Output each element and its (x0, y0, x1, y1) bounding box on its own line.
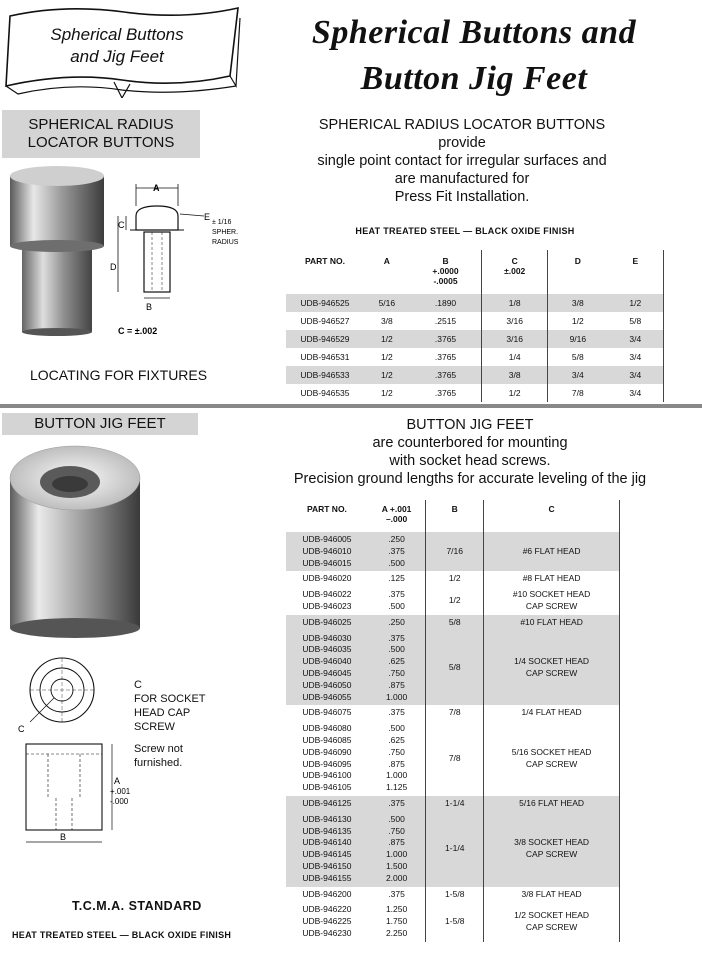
cell-line: 1.000 (385, 691, 408, 702)
cell-b (426, 812, 484, 887)
table-row (286, 348, 664, 366)
cell-line: 1.500 (385, 860, 408, 871)
header-a (368, 500, 426, 532)
cell-line: .500 (388, 644, 405, 655)
locating-caption: LOCATING FOR FIXTURES (30, 367, 208, 383)
header-part: PART NO. (306, 504, 347, 514)
cell-b (426, 571, 484, 587)
cell-b: .2515 (410, 312, 482, 330)
cell-line: UDB-946230 (302, 927, 352, 938)
cell-line: .750 (388, 746, 405, 757)
cell-line: .375 (388, 545, 405, 556)
cell-line: .750 (388, 667, 405, 678)
table-row (286, 330, 664, 348)
cell-line: UDB-946140 (302, 837, 352, 848)
cell-parts (286, 571, 368, 587)
cell-e: 3/4 (608, 348, 664, 366)
table-row (286, 366, 664, 384)
cell-parts (286, 587, 368, 615)
cell-line: UDB-946040 (302, 656, 352, 667)
jig-feet-description (250, 416, 690, 488)
table-row (286, 887, 620, 903)
cell-d: 1/2 (571, 316, 584, 326)
cell-line: UDB-946023 (302, 600, 352, 611)
table-row (286, 384, 664, 402)
cell-line: UDB-946005 (302, 534, 352, 544)
diagram-label-b: B (60, 832, 67, 842)
dim-label-d: D (110, 262, 117, 272)
header-b (410, 250, 482, 294)
table-header-row (286, 250, 664, 294)
cell-b: .3765 (410, 366, 482, 384)
jig-feet-table (286, 500, 620, 942)
header-c (482, 250, 548, 294)
table-header-row (286, 500, 620, 532)
cell-d: 9/16 (548, 330, 608, 348)
dim-label-b: B (146, 302, 153, 312)
cell-line: UDB-946050 (302, 679, 352, 690)
cell-c: 3/16 (482, 330, 548, 348)
desc-line: SPHERICAL RADIUS LOCATOR BUTTONS (318, 117, 606, 133)
cell-c (484, 902, 620, 941)
cell-part: UDB-946527 (300, 316, 350, 326)
cell-line: 3/8 FLAT HEAD (521, 888, 582, 899)
cell-line: .375 (388, 888, 405, 899)
cell-c (484, 812, 620, 887)
desc-line: Precision ground lengths for accurate leveling of the jig (293, 471, 647, 487)
cell-c: 1/2 (482, 384, 548, 402)
cell-part: UDB-946535 (300, 388, 350, 398)
cell-line: .250 (388, 616, 405, 627)
cell-d: 3/8 (548, 294, 608, 312)
socket-note-line: Screw not (134, 743, 183, 755)
jig-foot-photo (8, 444, 142, 640)
cell-line: 1/4 FLAT HEAD (521, 707, 582, 718)
cell-line: UDB-946035 (302, 644, 352, 655)
cell-d: 3/4 (548, 366, 608, 384)
cell-a: 5/16 (364, 294, 410, 312)
socket-note-line: SCREW (134, 721, 175, 733)
cell-c (484, 887, 620, 903)
socket-note-c: C (134, 679, 142, 691)
e-note-1: ± 1/16 (212, 219, 232, 226)
cell-line: CAP SCREW (525, 849, 578, 860)
cell-line: .500 (388, 813, 405, 824)
cell-parts (286, 721, 368, 796)
cell-a (368, 631, 426, 706)
jig-foot-diagram (10, 656, 130, 856)
desc-line: are manufactured for (394, 171, 530, 187)
header-e: E (608, 250, 664, 294)
cell-a (368, 705, 426, 721)
cell-line: 2.000 (385, 872, 408, 883)
table-row (286, 532, 620, 571)
diagram-a-tol-minus: -.000 (110, 797, 129, 806)
cell-line: .250 (388, 534, 405, 544)
dim-label-a: A (153, 183, 160, 193)
cell-e: 5/8 (608, 312, 664, 330)
section-label-line-1: SPHERICAL RADIUS (28, 116, 174, 133)
cell-parts (286, 902, 368, 941)
cell-c (484, 532, 620, 571)
cell-line: UDB-946145 (302, 849, 352, 860)
cell-a: 1/2 (364, 366, 410, 384)
e-note-3: RADIUS (212, 239, 239, 246)
cell-line: UDB-946220 (302, 904, 352, 915)
locator-button-photo (8, 164, 106, 336)
cell-a: 1/2 (364, 330, 410, 348)
cell-line: .375 (388, 707, 405, 718)
cell-c: 3/16 (482, 312, 548, 330)
cell-a (368, 587, 426, 615)
header-a: A (383, 256, 390, 266)
finish-note-2: HEAT TREATED STEEL — BLACK OXIDE FINISH (12, 930, 232, 940)
desc-line: are counterbored for mounting (372, 435, 568, 451)
cell-parts (286, 615, 368, 631)
cell-line: 3/8 SOCKET HEAD (514, 837, 590, 848)
table-row (286, 812, 620, 887)
cell-line: UDB-946030 (302, 632, 352, 643)
cell-part: UDB-946531 (300, 352, 350, 362)
cell-line: UDB-946080 (302, 723, 352, 734)
table-row (286, 796, 620, 812)
cell-e: 1/2 (608, 294, 664, 312)
table-row (286, 294, 664, 312)
cell-line: UDB-946200 (302, 888, 352, 899)
cell-line: 1/4 SOCKET HEAD (514, 656, 590, 667)
header-c-label: C (511, 256, 518, 266)
cell-line: 1-1/4 (445, 843, 465, 854)
cell-line: .125 (388, 573, 405, 584)
cell-line: UDB-946020 (302, 573, 352, 584)
cell-c (484, 705, 620, 721)
e-note-2: SPHER. (212, 229, 239, 236)
banner-title (12, 24, 222, 68)
cell-c (484, 631, 620, 706)
dim-label-e: E (204, 212, 211, 222)
cell-line: UDB-946075 (302, 707, 352, 718)
cell-line: .875 (388, 837, 405, 848)
cell-line: .375 (388, 632, 405, 643)
cell-part: UDB-946529 (286, 330, 364, 348)
cell-line: 1.250 (385, 904, 408, 915)
cell-c: 1/4 (482, 348, 548, 366)
diagram-a-tol-plus: +.001 (110, 787, 130, 796)
cell-b (426, 721, 484, 796)
cell-b (426, 631, 484, 706)
cell-parts (286, 705, 368, 721)
header-b-tol-minus: -.0005 (433, 276, 458, 286)
cell-line: CAP SCREW (525, 667, 578, 678)
header-c-tol: ±.002 (504, 266, 526, 276)
cell-b: .3765 (410, 384, 482, 402)
cell-b: .1890 (410, 294, 482, 312)
cell-line: .500 (388, 600, 405, 611)
cell-c (484, 721, 620, 796)
cell-line: 7/8 (448, 752, 461, 763)
cell-line: UDB-946095 (302, 758, 352, 769)
header-b-tol-plus: +.0000 (432, 266, 459, 276)
title-line-1: Spherical Buttons and (311, 14, 637, 51)
header-part: PART NO. (304, 256, 345, 266)
cell-line: UDB-946010 (302, 545, 352, 556)
cell-d: 5/8 (571, 352, 584, 362)
cell-a: 3/8 (380, 316, 393, 326)
cell-e: 3/4 (608, 330, 664, 348)
cell-a (368, 812, 426, 887)
locator-button-diagram (106, 176, 256, 342)
cell-line: #8 FLAT HEAD (522, 573, 581, 584)
header-c: C (484, 500, 620, 532)
cell-line: 7/8 (448, 707, 461, 718)
table-row (286, 631, 620, 706)
cell-line: UDB-946135 (302, 825, 352, 836)
cell-a (368, 887, 426, 903)
cell-line: 7/16 (446, 545, 463, 556)
cell-line: .375 (388, 797, 405, 808)
cell-line: 5/16 SOCKET HEAD (511, 746, 592, 757)
cell-e: 3/4 (608, 366, 664, 384)
cell-line: .375 (388, 589, 405, 600)
cell-c (484, 615, 620, 631)
cell-line: UDB-946155 (302, 872, 352, 883)
locator-buttons-table (286, 250, 664, 402)
cell-a: 1/2 (380, 352, 393, 362)
finish-note-1: HEAT TREATED STEEL — BLACK OXIDE FINISH (355, 226, 575, 236)
cell-a (368, 796, 426, 812)
page-title (250, 10, 698, 102)
cell-line: CAP SCREW (525, 758, 578, 769)
cell-line: 1-5/8 (445, 916, 465, 927)
cell-b (426, 587, 484, 615)
cell-c (484, 796, 620, 812)
cell-line: 1/2 (448, 595, 461, 606)
cell-line: UDB-946225 (302, 916, 352, 927)
header-b-label: B (442, 256, 449, 266)
cell-e: 3/4 (608, 384, 664, 402)
cell-parts (286, 812, 368, 887)
cell-line: UDB-946022 (302, 589, 352, 600)
cell-line: .500 (388, 723, 405, 734)
cell-line: 1/2 SOCKET HEAD (514, 910, 590, 921)
cell-line: 5/16 FLAT HEAD (519, 797, 585, 808)
table-row (286, 571, 620, 587)
tolerance-note: C = ±.002 (118, 326, 158, 336)
cell-line: 1/2 (448, 573, 461, 584)
section-label-jig-feet: BUTTON JIG FEET (2, 413, 198, 435)
cell-line: .625 (388, 734, 405, 745)
cell-line: 5/8 (448, 616, 461, 627)
locator-buttons-description (260, 116, 664, 206)
cell-part: UDB-946525 (286, 294, 364, 312)
cell-c (484, 571, 620, 587)
desc-line: Press Fit Installation. (394, 189, 530, 205)
table-row (286, 902, 620, 941)
cell-parts (286, 887, 368, 903)
section-label-line-2: LOCATOR BUTTONS (27, 134, 175, 151)
cell-a (368, 532, 426, 571)
cell-parts (286, 796, 368, 812)
cell-line: #10 SOCKET HEAD (512, 589, 591, 600)
cell-b: .3765 (410, 348, 482, 366)
cell-line: 1.750 (385, 916, 408, 927)
cell-b (426, 532, 484, 571)
cell-line: UDB-946025 (302, 616, 352, 627)
cell-a: 1/2 (380, 388, 393, 398)
diagram-label-a: A (114, 776, 121, 786)
cell-line: UDB-946085 (302, 734, 352, 745)
cell-b (426, 615, 484, 631)
header-b: B (426, 500, 484, 532)
cell-line: 1.000 (385, 849, 408, 860)
cell-line: UDB-946130 (302, 813, 352, 824)
banner-line-2: and Jig Feet (70, 47, 164, 66)
cell-line: .750 (388, 825, 405, 836)
cell-line: UDB-946100 (302, 770, 352, 781)
banner-line-1: Spherical Buttons (50, 25, 184, 44)
cell-line: #6 FLAT HEAD (522, 545, 581, 556)
cell-line: 1-1/4 (445, 797, 465, 808)
cell-b (426, 705, 484, 721)
cell-line: UDB-946150 (302, 860, 352, 871)
cell-b (426, 887, 484, 903)
desc-line: single point contact for irregular surfaces and (317, 153, 607, 169)
socket-note (134, 678, 206, 770)
cell-line: CAP SCREW (525, 922, 578, 932)
table-row (286, 705, 620, 721)
cell-part: UDB-946533 (286, 366, 364, 384)
desc-line: with socket head screws. (389, 453, 551, 469)
cell-d: 7/8 (571, 388, 584, 398)
cell-c: 1/8 (482, 294, 548, 312)
header-a-tol: –.000 (385, 514, 408, 524)
cell-a (368, 902, 426, 941)
desc-line: provide (438, 135, 486, 151)
cell-b: .3765 (410, 330, 482, 348)
cell-line: UDB-946055 (302, 691, 352, 702)
cell-c: 3/8 (482, 366, 548, 384)
table-row (286, 721, 620, 796)
diagram-label-c: C (18, 724, 25, 734)
section-divider (0, 404, 702, 408)
cell-line: 1-5/8 (445, 888, 465, 899)
cell-line: .500 (388, 557, 405, 568)
cell-parts (286, 532, 368, 571)
socket-note-line: furnished. (134, 757, 183, 769)
dim-label-c: C (118, 220, 125, 230)
desc-line: BUTTON JIG FEET (406, 417, 534, 433)
cell-a (368, 615, 426, 631)
cell-line: UDB-946090 (302, 746, 352, 757)
cell-b (426, 902, 484, 941)
cell-line: UDB-946105 (302, 782, 352, 793)
tcma-standard: T.C.M.A. STANDARD (72, 899, 202, 913)
cell-line: UDB-946045 (302, 667, 352, 678)
cell-line: .875 (388, 679, 405, 690)
cell-line: CAP SCREW (525, 600, 578, 611)
cell-a (368, 571, 426, 587)
cell-parts (286, 631, 368, 706)
cell-line: UDB-946125 (302, 797, 352, 808)
cell-line: UDB-946015 (302, 557, 352, 568)
table-row (286, 312, 664, 330)
cell-c (484, 587, 620, 615)
section-label-locator-buttons (2, 110, 200, 158)
cell-line: 1.125 (385, 782, 408, 793)
socket-note-line: HEAD CAP (134, 707, 191, 719)
header-d: D (574, 256, 581, 266)
cell-b (426, 796, 484, 812)
cell-line: .875 (388, 758, 405, 769)
cell-line: 2.250 (385, 927, 408, 938)
cell-line: .625 (388, 656, 405, 667)
header-a-label: A +.001 (381, 504, 412, 514)
table-row (286, 615, 620, 631)
table-row (286, 587, 620, 615)
title-line-2: Button Jig Feet (360, 60, 588, 97)
cell-line: 5/8 (448, 662, 461, 673)
socket-note-line: FOR SOCKET (134, 693, 206, 705)
cell-a (368, 721, 426, 796)
cell-line: #10 FLAT HEAD (520, 616, 583, 627)
cell-line: 1.000 (385, 770, 408, 781)
